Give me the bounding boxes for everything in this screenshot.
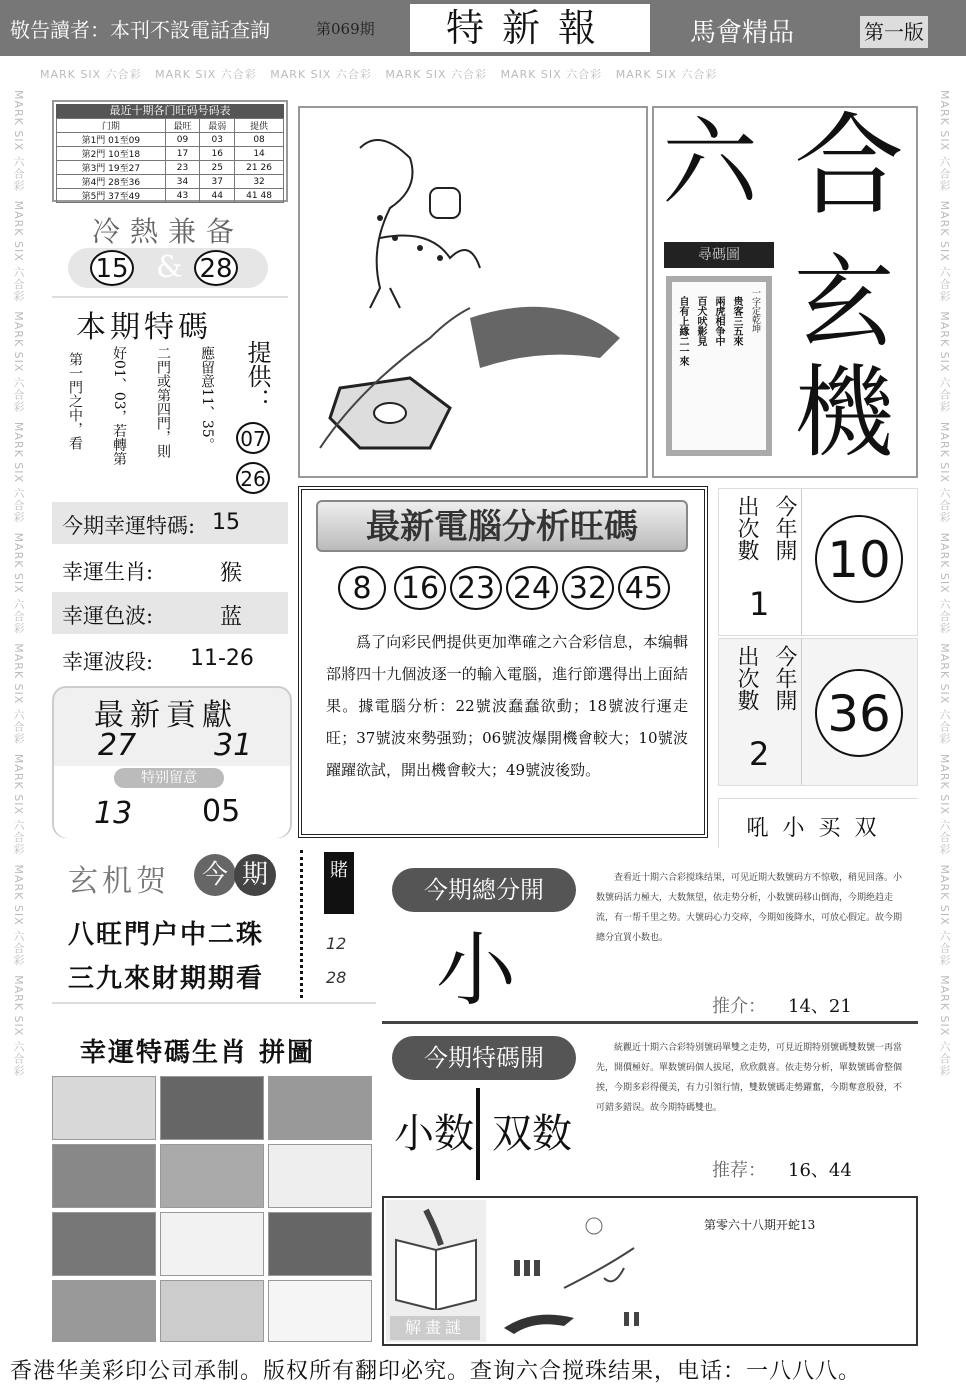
special-open-badge: 今期特碼開 <box>392 1036 576 1080</box>
special-open-recommend: 16、44 <box>788 1160 852 1181</box>
count2-number: 36 <box>815 669 903 757</box>
big-char-2: 合 <box>794 102 904 230</box>
special-open-recommend-label: 推荐： <box>712 1160 766 1181</box>
puzzle-piece <box>268 1212 372 1276</box>
table-row: 第2門 10至18 17 16 14 <box>57 147 284 161</box>
count1-value: 1 <box>749 585 770 623</box>
total-badge: 今期總分開 <box>392 868 576 912</box>
lucky-range-label: 幸運波段: <box>62 650 154 674</box>
special-col-3: 二門或第四門，則 <box>155 346 171 458</box>
computer-numbers <box>338 566 678 614</box>
xuanji-badge-2: 期 <box>234 854 276 896</box>
special-col-1: 第一門之中，看 <box>67 352 83 450</box>
count2-label-a: 今年開 <box>772 645 797 711</box>
big-char-1: 六 <box>662 107 758 219</box>
contrib-num-b: 31 <box>214 728 253 763</box>
table-row: 第1門 01至09 09 03 08 <box>57 133 284 147</box>
xuanji-title: 玄机贺 <box>68 864 170 899</box>
puzzle-title: 幸運特碼生肖 拼圖 <box>80 1038 316 1068</box>
puzzle-piece <box>268 1280 372 1342</box>
table-row: 第3門 19至27 23 25 21 26 <box>57 161 284 175</box>
footer: 香港华美彩印公司承制。版权所有翻印必究。查询六合搅珠结果，电话：一八八八。 <box>10 1359 862 1384</box>
lucky-color-label: 幸運色波: <box>62 604 154 628</box>
header-notice: 敬告讀者：本刊不設電話查詢 <box>10 18 270 42</box>
puzzle-section <box>52 1010 376 1342</box>
total-section <box>382 848 918 1024</box>
hot-table-title: 最近十期各门旺码号码表 <box>56 104 284 118</box>
header-bar <box>0 0 966 56</box>
watermark-top: MARK SIX 六合彩 MARK SIX 六合彩 MARK SIX 六合彩 MARK SIX 六合彩 MARK SIX 六合彩 MARK SIX 六合彩 <box>40 68 718 81</box>
total-big: 小 <box>436 924 516 1017</box>
puzzle-piece <box>52 1280 156 1342</box>
riddle-panel <box>382 1196 918 1346</box>
cold-hot-title: 冷熱兼备 <box>92 215 245 248</box>
puzzle-piece <box>268 1076 372 1140</box>
riddle-tag: 解畫謎 <box>390 1316 480 1340</box>
count1-label-b: 出次數 <box>734 495 759 561</box>
special-col-2: 好01、03，若轉第 <box>111 346 127 466</box>
lucky-color: 蓝 <box>220 605 243 630</box>
big-char-3: 玄 <box>794 244 894 361</box>
count2-value: 2 <box>749 735 770 773</box>
ampersand: & <box>156 250 183 285</box>
table-row: 第5門 37至49 43 44 41 48 <box>57 189 284 203</box>
puzzle-piece <box>268 1144 372 1208</box>
puzzle-piece <box>160 1280 264 1342</box>
dotted-divider <box>300 850 303 998</box>
xuanji-section <box>52 844 376 1004</box>
puzzle-piece <box>52 1144 156 1208</box>
watermark-left: MARK SIX 六合彩 MARK SIX 六合彩 MARK SIX 六合彩 MARK SIX 六合彩 MARK SIX 六合彩 MARK SIX 六合彩 MARK SIX 六合彩 MARK SIX 六合彩 MARK SIX 六合彩 <box>12 90 25 1077</box>
special-open-description: 統觀近十期六合彩特别號码單雙之走势，可見近期特别號碼雙数號一再當先，開價極好。單数號码個人拔尾，欣欣戲喜。依走势分析，單数號碼會整個挨，今期多彩得優美，有力引領行情，雙数號碼走勢躍奮，今期奪意殷發，不可錯多錯误。故今期特碼雙也。 <box>596 1043 903 1113</box>
total-description: 查看近十期六合彩搅珠结果，可见近期大数號码方不惊敬，稍见回落。小数號码活力極大，大数無望，依走势分析，小数號码移山倒海，今期绝趋走流，有一帮千里之势。大號码心力交瘁，今期如後降水，可放心假定。故今期總分宜買小数也。 <box>596 873 903 943</box>
xuanji-side: 賭 <box>324 852 354 914</box>
riddle-illustration <box>494 1208 668 1338</box>
lucky-zodiac: 猴 <box>220 561 243 586</box>
count1-label-a: 今年開 <box>772 495 797 561</box>
hot-number: 28 <box>194 250 238 286</box>
count-panel-2 <box>718 638 918 786</box>
xuanji-line-2: 三九來財期期看 <box>68 964 265 994</box>
special-title: 本期特碼 <box>76 310 212 345</box>
deer-icon <box>300 108 646 476</box>
lucky-section <box>52 500 288 682</box>
special-code-section <box>52 296 288 496</box>
puzzle-piece <box>160 1212 264 1276</box>
contribution-section <box>52 686 292 838</box>
special-number-2: 26 <box>236 462 270 494</box>
xuanji-num-2: 28 <box>326 968 347 987</box>
liuhe-xuanji-panel <box>652 102 918 478</box>
analysis-number: 23 <box>450 566 502 610</box>
cold-number: 15 <box>90 250 134 286</box>
contrib-num-d: 05 <box>202 794 241 829</box>
hot-table: 门期 最旺 最弱 提供 第1門 01至09 09 03 08 第2門 10至18 17 16 14 第3門 19至27 23 25 21 26 第4門 28至36 34 37 32 第5門 37至49 43 44 41 48 <box>56 118 284 203</box>
special-open-section <box>382 1030 918 1186</box>
lucky-code: 15 <box>212 510 240 535</box>
deer-illustration <box>298 106 648 478</box>
riddle-caption: 第零六十八期开蛇13 <box>704 1218 816 1232</box>
puzzle-piece <box>52 1076 156 1140</box>
issue-number: 第069期 <box>316 20 375 38</box>
animal-icon <box>494 1208 668 1338</box>
edition-label: 第一版 <box>860 16 928 48</box>
table-row: 第4門 28至36 34 37 32 <box>57 175 284 189</box>
total-recommend: 14、21 <box>788 996 852 1017</box>
paper-subtitle: 馬會精品 <box>690 18 795 48</box>
lucky-code-label: 今期幸運特碼: <box>62 514 196 538</box>
cold-hot-section <box>52 206 288 292</box>
contrib-num-c: 13 <box>94 796 133 831</box>
count2-label-b: 出次數 <box>734 645 759 711</box>
paper-title: 特新報 <box>410 4 650 52</box>
xuanji-badge-1: 今 <box>194 854 236 896</box>
total-recommend-label: 推介： <box>712 996 766 1017</box>
xuanji-line-1: 八旺門户中二珠 <box>68 920 265 950</box>
lucky-range: 11-26 <box>190 646 254 671</box>
big-char-4: 機 <box>794 354 894 471</box>
contrib-note: 特别留意 <box>114 768 224 788</box>
special-col-4: 應留意11、35。 <box>199 346 215 452</box>
book-illustration <box>386 1200 486 1342</box>
provide-label: 提供： <box>243 340 271 412</box>
puzzle-piece <box>160 1144 264 1208</box>
scroll: 一字定乾坤 贵客三五來 兩虎相争中 百犬吠影見 自有上緣二一來 <box>666 276 772 456</box>
contrib-num-a: 27 <box>98 728 137 763</box>
analysis-number: 32 <box>562 566 614 610</box>
hot-number-table <box>52 100 288 202</box>
analysis-number: 16 <box>394 566 446 610</box>
count1-number: 10 <box>815 515 903 603</box>
computer-paragraph: 爲了向彩民們提供更加準確之六合彩信息，本编輯部將四十九個波逐一的輸入電腦，進行節選得出上面結果。據電腦分析：22號波蠢蠢欲動；18號波行運走旺；37號波來勢强勁；06號波爆開機會較大；10號波躍躍欲試，開出機會較大；49號波後勁。 <box>326 633 688 779</box>
special-number-1: 07 <box>236 422 270 454</box>
computer-analysis-panel <box>298 486 708 838</box>
analysis-number: 24 <box>506 566 558 610</box>
special-open-left: 小数 <box>394 1111 474 1157</box>
puzzle-piece <box>52 1212 156 1276</box>
special-open-right: 双数 <box>492 1111 572 1157</box>
computer-title: 最新電腦分析旺碼 <box>316 500 688 552</box>
analysis-number: 8 <box>338 566 386 610</box>
contrib-title: 最新貢獻 <box>94 698 238 733</box>
watermark-right: MARK SIX 六合彩 MARK SIX 六合彩 MARK SIX 六合彩 MARK SIX 六合彩 MARK SIX 六合彩 MARK SIX 六合彩 MARK SIX 六合彩 MARK SIX 六合彩 MARK SIX 六合彩 <box>938 90 951 1077</box>
book-icon <box>386 1200 486 1310</box>
puzzle-piece <box>160 1076 264 1140</box>
count-panel-1 <box>718 488 918 636</box>
analysis-number: 45 <box>618 566 670 610</box>
scroll-tag: 尋碼圖 <box>664 242 774 268</box>
lucky-zodiac-label: 幸運生肖: <box>62 560 154 584</box>
slogan: 吼小买双 <box>718 798 918 848</box>
xuanji-num-1: 12 <box>326 934 347 953</box>
